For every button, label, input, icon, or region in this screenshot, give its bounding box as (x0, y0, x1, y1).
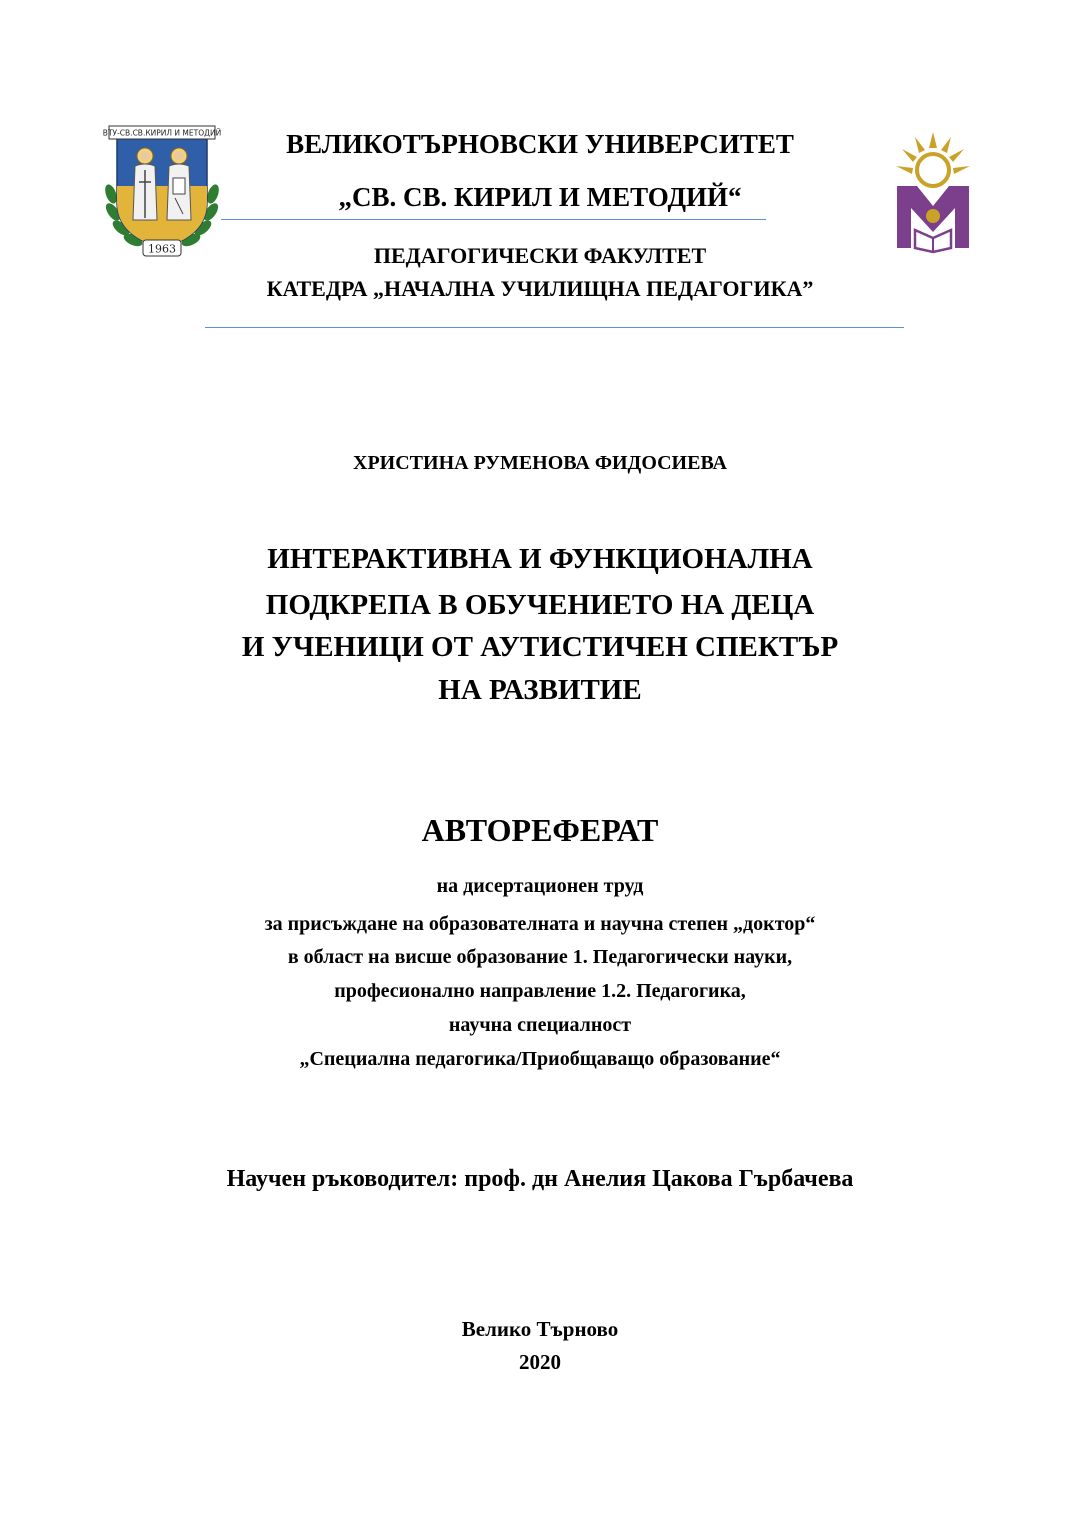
description-line-6: „Специална педагогика/Приобщаващо образование“ (299, 1048, 781, 1070)
publication-place: Велико Търново (461, 1317, 619, 1341)
faculty-name: ПЕДАГОГИЧЕСКИ ФАКУЛТЕТ (373, 243, 707, 268)
university-name-line1: ВЕЛИКОТЪРНОВСКИ УНИВЕРСИТЕТ (286, 129, 794, 159)
thesis-title-line-4: НА РАЗВИТИЕ (438, 674, 642, 706)
thesis-title-line-3: И УЧЕНИЦИ ОТ АУТИСТИЧЕН СПЕКТЪР (241, 631, 839, 663)
thesis-title-line-1: ИНТЕРАКТИВНА И ФУНКЦИОНАЛНА (267, 543, 813, 575)
publication-year: 2020 (519, 1350, 561, 1374)
description-line-3: в област на висше образование 1. Педагогически науки, (287, 946, 793, 968)
department-name: КАТЕДРА „НАЧАЛНА УЧИЛИЩНА ПЕДАГОГИКА” (266, 276, 814, 301)
svg-text:1963: 1963 (148, 242, 176, 256)
header-divider-top (221, 219, 766, 220)
description-line-2: за присъждане на образователната и научна степен „доктор“ (264, 913, 816, 935)
supervisor: Научен ръководител: проф. дн Анелия Цакова Гърбачева (226, 1166, 854, 1192)
university-name-line2: „СВ. СВ. КИРИЛ И МЕТОДИЙ“ (338, 182, 742, 212)
svg-text:ВТУ-СВ.СВ.КИРИЛ И МЕТОДИЙ: ВТУ-СВ.СВ.КИРИЛ И МЕТОДИЙ (103, 128, 221, 138)
header-divider-bottom (205, 327, 904, 328)
description-line-1: на дисертационен труд (436, 875, 644, 897)
description-line-4: професионално направление 1.2. Педагогика, (334, 980, 746, 1002)
document-type-heading: АВТОРЕФЕРАТ (421, 812, 659, 848)
author-name: ХРИСТИНА РУМЕНОВА ФИДОСИЕВА (353, 452, 727, 474)
description-line-5: научна специалност (448, 1014, 632, 1036)
thesis-title-line-2: ПОДКРЕПА В ОБУЧЕНИЕТО НА ДЕЦА (265, 589, 815, 621)
